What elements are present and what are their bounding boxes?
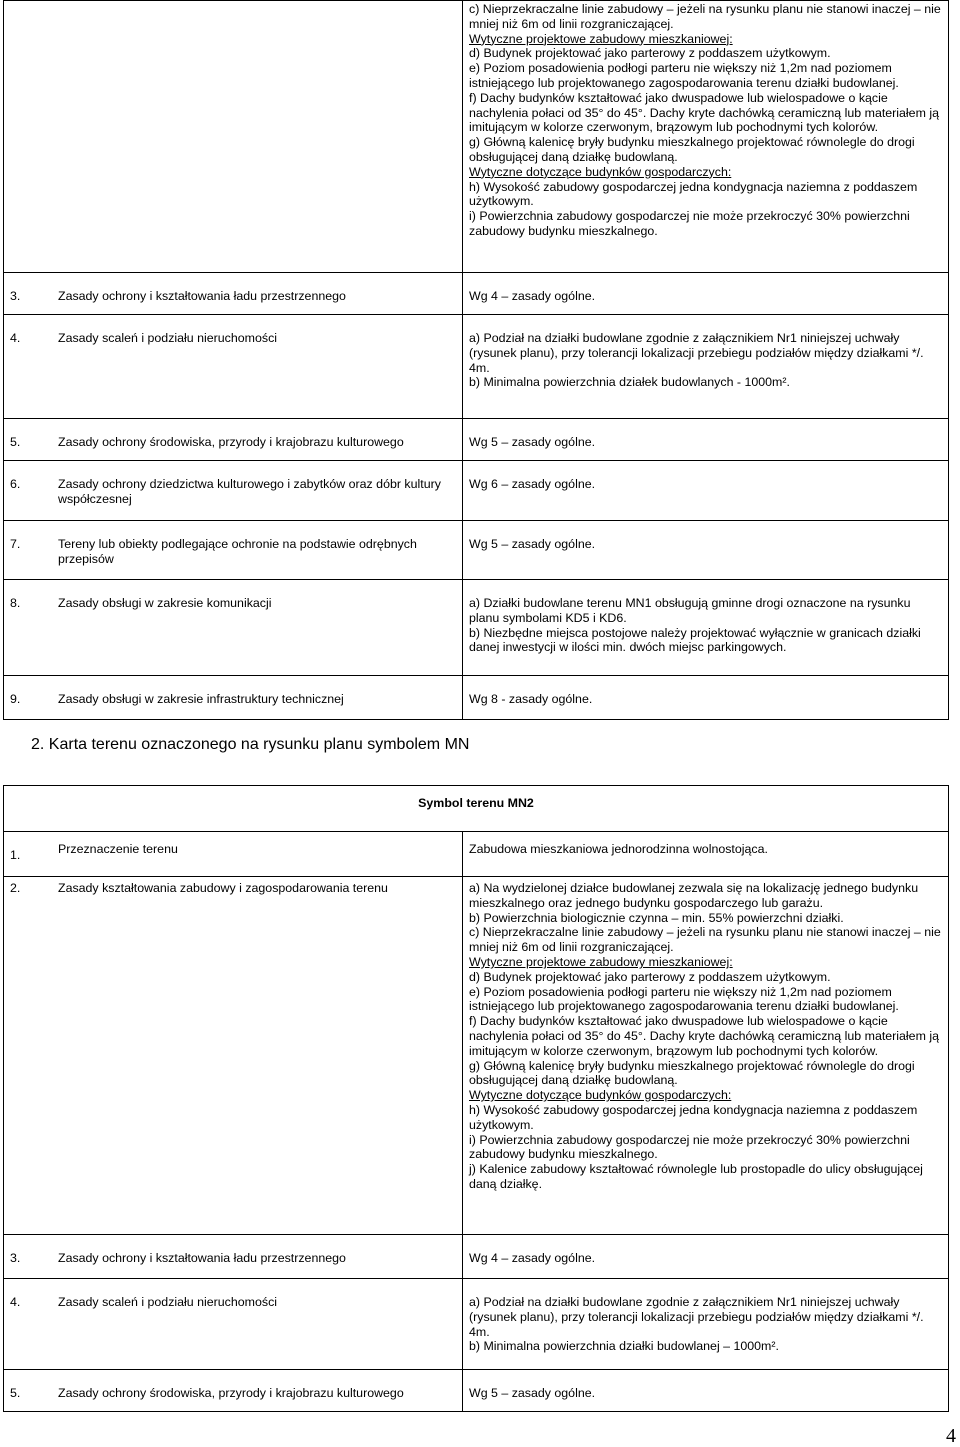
paragraph: b) Niezbędne miejsca postojowe należy projektować wyłącznie w granicach działki danej inwestycji w ilości min. dwóch miejsc parkingowych. (469, 625, 921, 655)
row-number: 3. (10, 1251, 21, 1265)
row-number: 9. (10, 692, 21, 706)
table-row (4, 1, 948, 273)
paragraph: Wg 6 – zasady ogólne. (469, 477, 596, 491)
row-number: 3. (10, 289, 21, 303)
paragraph: Wg 5 – zasady ogólne. (469, 537, 596, 551)
building-rules (462, 877, 948, 1234)
paragraph: Wytyczne dotyczące budynków gospodarczych: (469, 1088, 732, 1103)
table-continuation (3, 0, 949, 720)
table-row (4, 1235, 948, 1279)
paragraph: i) Powierzchnia zabudowy gospodarczej nie może przekroczyć 30% powierzchni zabudowy budynku mieszkalnego. (469, 1132, 910, 1162)
paragraph: d) Budynek projektować jako parterowy z poddaszem użytkowym. (469, 46, 831, 61)
row-number: 4. (10, 1295, 21, 1309)
row-value (462, 1370, 948, 1411)
paragraph: a) Na wydzielonej działce budowlanej zezwala się na lokalizację jednego budynku mieszkalnego oraz jednego budynku gospodarczego lub garażu. (469, 881, 919, 910)
table-row (4, 676, 948, 719)
paragraph: e) Poziom posadowienia podłogi parteru nie większy niż 1,2m nad poziomem istniejącego lub projektowanego zagospodarowania terenu działki budowlanej. (469, 984, 899, 1014)
table-row (4, 419, 948, 461)
paragraph: Wg 8 - zasady ogólne. (469, 692, 593, 706)
paragraph: Wg 5 – zasady ogólne. (469, 1386, 596, 1400)
row-number: 5. (10, 435, 21, 449)
paragraph: b) Minimalna powierzchnia działki budowlanej – 1000m². (469, 1339, 779, 1354)
row-value (462, 461, 948, 520)
row-label: Tereny lub obiekty podlegające ochronie na podstawie odrębnych przepisów (58, 537, 417, 566)
table-row: 1. Przeznaczenie terenu Zabudowa mieszkaniowa jednorodzinna wolnostojąca. (4, 832, 948, 877)
paragraph: c) Nieprzekraczalne linie zabudowy – jeżeli na rysunku planu nie stanowi inaczej – nie mniej niż 6m od linii rozgraniczającej. (469, 2, 941, 31)
paragraph: Wytyczne projektowe zabudowy mieszkaniowej: (469, 31, 733, 46)
row-label: Zasady ochrony i kształtowania ładu przestrzennego (58, 289, 346, 303)
row-number: 5. (10, 1386, 21, 1400)
paragraph: g) Główną kalenicę bryły budynku mieszkalnego projektować równolegle do drogi obsługującej daną działkę budowlaną. (469, 135, 915, 164)
row-value (462, 521, 948, 579)
row-number: 4. (10, 331, 21, 345)
row-label: Zasady scaleń i podziału nieruchomości (58, 331, 278, 345)
paragraph: Wytyczne dotyczące budynków gospodarczych: (469, 164, 732, 179)
paragraph: f) Dachy budynków kształtować jako dwuspadowe lub wielospadowe o kącie nachylenia połaci od 35° do 45°. Dachy kryte dachówką ceramiczną lub materiałem ją imitującym w kolorze czerwonym, brązowym lub pochodnymi tych kolorów. (469, 1014, 939, 1058)
row-number: 6. (10, 477, 21, 491)
row-number: 8. (10, 596, 21, 610)
row-label: Zasady obsługi w zakresie infrastruktury technicznej (58, 692, 344, 706)
row-label: Zasady ochrony dziedzictwa kulturowego i zabytków oraz dóbr kultury współczesnej (58, 477, 441, 506)
table-row (4, 461, 948, 521)
table-row (4, 1370, 948, 1411)
row-value (462, 580, 948, 675)
row-label: Zasady ochrony środowiska, przyrody i krajobrazu kulturowego (58, 435, 404, 449)
paragraph: Wg 4 – zasady ogólne. (469, 1251, 596, 1265)
paragraph: g) Główną kalenicę bryły budynku mieszkalnego projektować równolegle do drogi obsługującej daną działkę budowlaną. (469, 1058, 915, 1088)
paragraph: f) Dachy budynków kształtować jako dwuspadowe lub wielospadowe o kącie nachylenia połaci od 35° do 45°. Dachy kryte dachówką ceramiczną lub materiałem ją imitującym w kolorze czerwonym, brązowym lub pochodnymi tych kolorów. (469, 90, 939, 135)
paragraph: Wg 4 – zasady ogólne. (469, 289, 596, 303)
paragraph: c) Nieprzekraczalne linie zabudowy – jeżeli na rysunku planu nie stanowi inaczej – nie mniej niż 6m od linii rozgraniczającej. (469, 925, 941, 955)
symbol-title: Symbol terenu MN2 (418, 796, 534, 810)
row-label: Zasady scaleń i podziału nieruchomości (58, 1295, 278, 1309)
table-mn2 (3, 785, 949, 1412)
table-row (4, 273, 948, 315)
row-label: Zasady obsługi w zakresie komunikacji (58, 596, 272, 610)
building-rules-continued (462, 1, 948, 272)
table-row (4, 521, 948, 580)
table-row (4, 1279, 948, 1370)
symbol-row (4, 786, 948, 832)
paragraph: a) Podział na działki budowlane zgodnie z załącznikiem Nr1 niniejszej uchwały (rysunek planu), przy tolerancji lokalizacji przebiegu podziałów między działkami */. 4m. (469, 331, 924, 375)
row-value (462, 273, 948, 314)
paragraph: Wytyczne projektowe zabudowy mieszkaniowej: (469, 954, 733, 969)
paragraph: j) Kalenice zabudowy kształtować równolegle lub prostopadle do ulicy obsługującej daną działkę. (469, 1162, 923, 1191)
paragraph: h) Wysokość zabudowy gospodarczej jedna kondygnacja naziemna z poddaszem użytkowym. (469, 179, 918, 209)
row-value (462, 1279, 948, 1369)
paragraph: d) Budynek projektować jako parterowy z poddaszem użytkowym. (469, 969, 831, 984)
row-value (462, 1235, 948, 1278)
table-row (4, 580, 948, 676)
paragraph: b) Powierzchnia biologicznie czynna – min. 55% powierzchni działki. (469, 910, 844, 925)
paragraph: i) Powierzchnia zabudowy gospodarczej nie może przekroczyć 30% powierzchni zabudowy budynku mieszkalnego. (469, 209, 910, 238)
row-label: Zasady ochrony i kształtowania ładu przestrzennego (58, 1251, 346, 1265)
paragraph: h) Wysokość zabudowy gospodarczej jedna kondygnacja naziemna z poddaszem użytkowym. (469, 1102, 918, 1132)
paragraph: e) Poziom posadowienia podłogi parteru nie większy niż 1,2m nad poziomem istniejącego lub projektowanego zagospodarowania terenu działki budowlanej. (469, 61, 899, 90)
section-heading: 2. Karta terenu oznaczonego na rysunku planu symbolem MN (31, 736, 470, 753)
page-number: 4 (946, 1425, 956, 1447)
row-label: Zasady ochrony środowiska, przyrody i krajobrazu kulturowego (58, 1386, 404, 1400)
table-row: 2. Zasady kształtowania zabudowy i zagospodarowania terenu a) Na wydzielonej działce budowlanej zezwala się na lokalizację jednego budynku mieszkalnego oraz jednego budynku gospodarczego lub garażu. b) Powierzchnia biologicznie czynna – min. 55% powierzchni działki. c) Nieprzekraczalne linie zabudowy – jeżeli na rysunku planu nie stanowi inaczej – nie mniej niż 6m od linii rozgraniczającej. Wytyczne projektowe zabudowy mieszkaniowej: d) Budynek projektować jako parterowy z poddaszem użytkowym. e) Poziom posadowienia podłogi parteru nie większy niż 1,2m nad poziomem istniejącego lub projektowanego zagospodarowania terenu działki budowlanej. f) Dachy budynków kształtować jako dwuspadowe lub wielospadowe o kącie nachylenia połaci od 35° do 45°. Dachy kryte dachówką ceramiczną lub materiałem ją imitującym w kolorze czerwonym, brązowym lub pochodnymi tych kolorów. g) Główną kalenicę bryły budynku mieszkalnego projektować równolegle do drogi obsługującej daną działkę budowlaną. Wytyczne dotyczące budynków gospodarczych: h) Wysokość zabudowy gospodarczej jedna kondygnacja naziemna z poddaszem użytkowym. i) Powierzchnia zabudowy gospodarczej nie może przekroczyć 30% powierzchni zabudowy budynku mieszkalnego. j) Kalenice zabudowy kształtować równolegle lub prostopadle do ulicy obsługującej daną działkę. (4, 877, 948, 1235)
paragraph: b) Minimalna powierzchnia działek budowlanych - 1000m². (469, 375, 790, 390)
paragraph: a) Podział na działki budowlane zgodnie z załącznikiem Nr1 niniejszej uchwały (rysunek planu), przy tolerancji lokalizacji przebiegu podziałów między działkami */. 4m. (469, 1295, 924, 1339)
table-row (4, 315, 948, 419)
row-value (462, 315, 948, 418)
paragraph: Wg 5 – zasady ogólne. (469, 435, 596, 449)
row-number: 7. (10, 537, 21, 551)
row-value (462, 676, 948, 719)
row-value (462, 419, 948, 460)
paragraph: a) Działki budowlane terenu MN1 obsługują gminne drogi oznaczone na rysunku planu symbolami KD5 i KD6. (469, 596, 911, 625)
